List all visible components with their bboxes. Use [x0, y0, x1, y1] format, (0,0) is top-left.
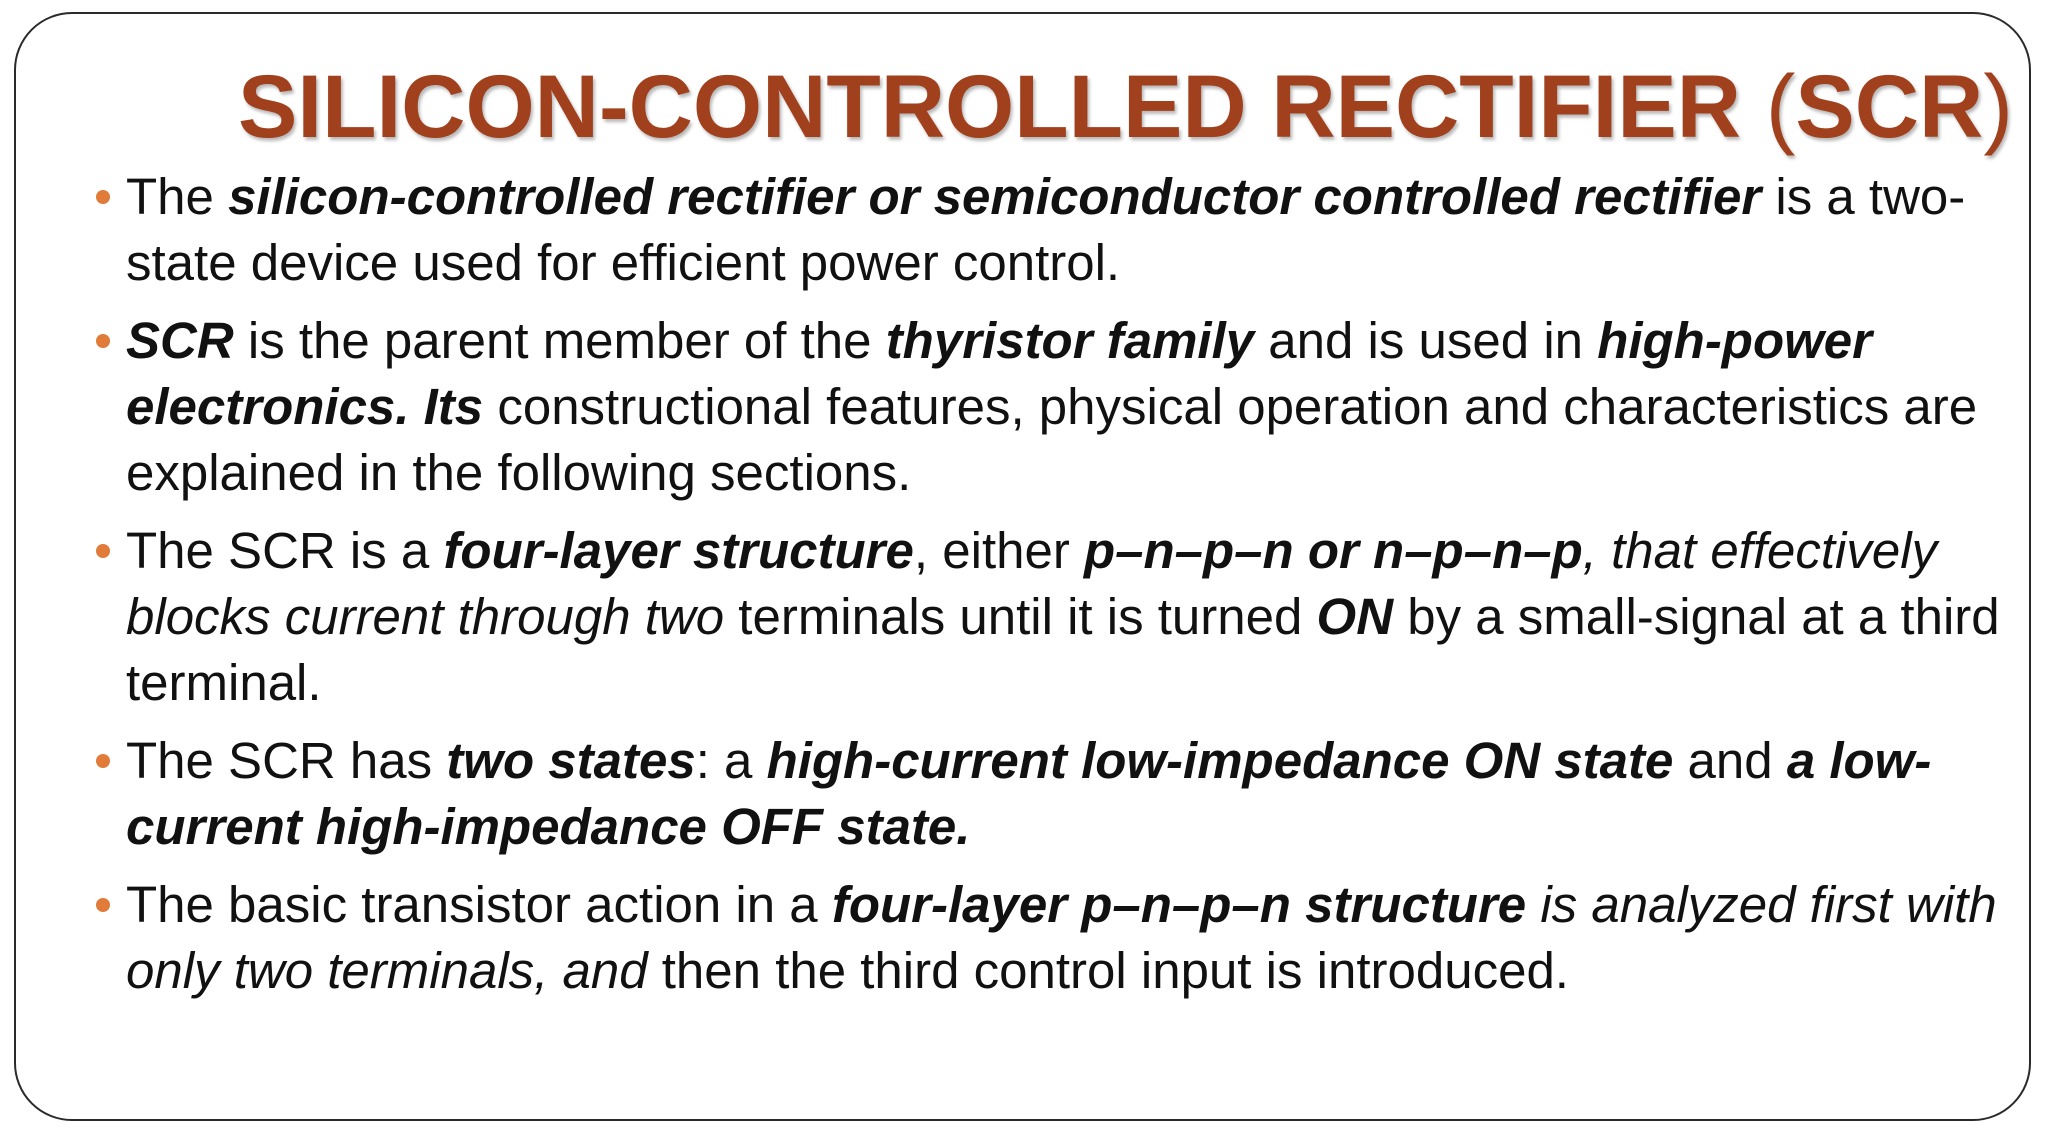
bullet-dot-icon [96, 190, 110, 204]
text-run-bold-italic: high-power electronics. Its [126, 312, 1872, 435]
bullet-dot-icon [96, 898, 110, 912]
bullet-item [126, 518, 2006, 716]
bullet-text [126, 522, 2000, 711]
text-run-bold-italic: high-current low-impedance ON state [766, 732, 1674, 789]
bullet-dot-icon [96, 754, 110, 768]
title-main: SILICON-CONTROLLED RECTIFIER [238, 56, 1766, 156]
text-run-bold-italic: four-layer p–n–p–n structure [831, 876, 1527, 933]
text-run: terminals until it is turned [724, 588, 1317, 645]
text-run: then the third control input is introduced. [647, 942, 1569, 999]
text-run-bold-italic: thyristor family [885, 312, 1255, 369]
text-run: is a two-state device used for efficient power control. [126, 168, 1966, 291]
text-run: The SCR has [126, 732, 447, 789]
bullet-text [126, 168, 1965, 291]
text-run: constructional features, physical operation and characteristics are explained in the following sections. [126, 378, 1978, 501]
text-run: by a small-signal at a third terminal. [126, 588, 2000, 711]
bullet-text [126, 312, 1977, 501]
bullet-item [126, 728, 2006, 860]
text-run-bold-italic: two states [446, 732, 696, 789]
text-run-bold-italic: ON [1316, 588, 1394, 645]
bullet-list [126, 164, 2006, 1016]
text-run-bold-italic: silicon-controlled rectifier or semiconductor controlled rectifier [228, 168, 1762, 225]
text-run-bold-italic: SCR [126, 312, 234, 369]
text-run: : a [695, 732, 767, 789]
slide-title [16, 56, 2029, 156]
title-open-paren: ( [1765, 56, 1796, 156]
slide-frame [14, 12, 2031, 1121]
bullet-item [126, 164, 2006, 296]
text-run: The [126, 168, 229, 225]
text-run-bold-italic: a low-current high-impedance OFF state. [126, 732, 1932, 855]
bullet-dot-icon [96, 334, 110, 348]
text-run: , either [913, 522, 1084, 579]
bullet-text [126, 732, 1931, 855]
text-run: and [1673, 732, 1787, 789]
text-run-bold-italic: p–n–p–n or n–p–n–p [1084, 522, 1583, 579]
bullet-text [126, 876, 1997, 999]
text-run: The SCR is a [126, 522, 444, 579]
text-run-italic: , that effectively blocks current through two [126, 522, 1938, 645]
title-abbreviation: SCR [1795, 56, 1984, 156]
text-run: The basic transistor action in a [126, 876, 832, 933]
bullet-item [126, 308, 2006, 506]
bullet-item [126, 872, 2006, 1004]
text-run-italic: is analyzed first with only two terminals, and [126, 876, 1997, 999]
text-run: is the parent member of the [233, 312, 886, 369]
text-run: and is used in [1254, 312, 1598, 369]
title-close-paren: ) [1983, 56, 2013, 156]
text-run-bold-italic: four-layer structure [443, 522, 914, 579]
bullet-dot-icon [96, 544, 110, 558]
